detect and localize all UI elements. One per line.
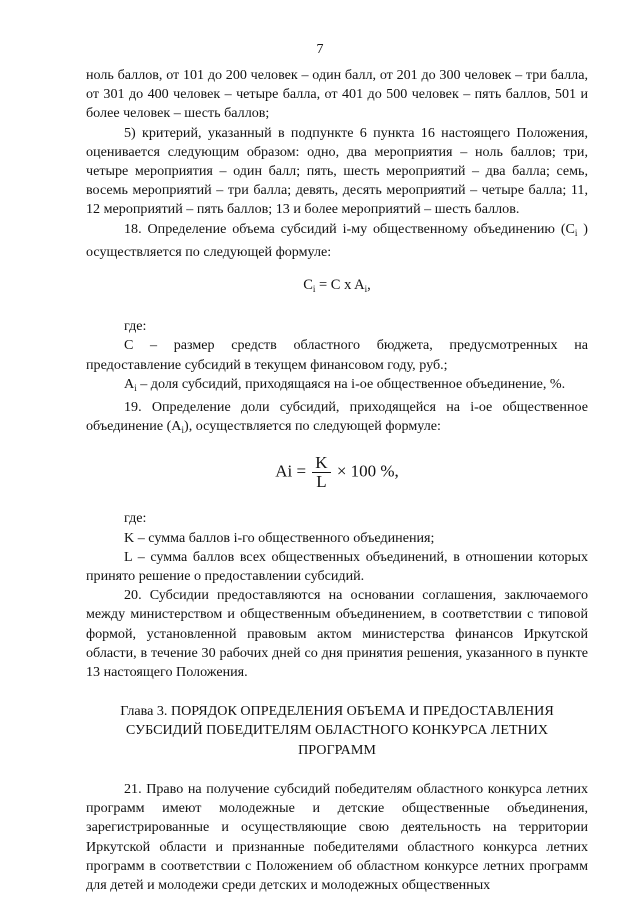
definition-k: K – сумма баллов i-го общественного объединения; <box>124 529 435 546</box>
formula1-lhs-subscript: i <box>312 284 316 295</box>
chapter-3-heading <box>86 702 588 760</box>
chapter-heading-line-2: СУБСИДИЙ ПОБЕДИТЕЛЯМ ОБЛАСТНОГО КОНКУРСА ЛЕТНИХ <box>125 722 549 739</box>
definition-c: C – размер средств областного бюджета, предусмотренных на предоставление субсидий в текущем финансовом году, руб.; <box>86 337 588 373</box>
formula1-lhs: C <box>303 277 313 294</box>
paragraph-19-subscript: i <box>181 425 184 436</box>
formula2-rhs: × 100 %, <box>336 461 399 481</box>
paragraph-19 <box>86 398 588 440</box>
formula2-fraction <box>312 454 330 491</box>
definition-a-subscript: i <box>134 382 137 393</box>
definition-l: L – сумма баллов всех общественных объединений, в отношении которых принято решение о предоставлении субсидий. <box>86 548 588 585</box>
formula1-rhs-end: , <box>367 277 371 294</box>
formula-subsidy-volume <box>86 276 588 299</box>
paragraph-19-end: ), осуществляется по следующей формуле: <box>184 418 441 435</box>
paragraph-19-start: 19. Определение доли субсидий, приходящейся на i-ое общественное объединение (A <box>86 399 588 435</box>
paragraph-18-end: ) осуществляется по следующей формуле: <box>86 220 588 260</box>
formula2-lhs: Ai = <box>275 461 307 481</box>
paragraph-18-subscript: i <box>574 227 578 238</box>
paragraph-20: 20. Субсидии предоставляются на основании соглашения, заключаемого между министерством и общественным объединением, в соответствии с типовой формой, установленной правовым актом министерства финансов Иркутской области, в течение 30 рабочих дней со дня принятия решения, указанного в пункте 13 настоящего Положения. <box>86 587 588 681</box>
where-label-1: где: <box>124 318 147 335</box>
document-body <box>86 66 588 895</box>
formula-subsidy-share <box>86 454 588 491</box>
formula1-rhs-subscript: i <box>364 284 368 295</box>
formula1-rhs: = C x A <box>315 277 365 294</box>
where-label-2: где: <box>124 510 147 527</box>
chapter-heading-line-1: Глава 3. ПОРЯДОК ОПРЕДЕЛЕНИЯ ОБЪЕМА И ПРЕДОСТАВЛЕНИЯ <box>120 703 554 720</box>
paragraph-scores-people: ноль баллов, от 101 до 200 человек – один балл, от 201 до 300 человек – три балла, от 301 до 400 человек – четыре балла, от 401 до 500 человек – пять баллов, 501 и более человек – шесть баллов; <box>86 67 588 122</box>
formula2-numerator: K <box>312 454 330 473</box>
definition-a <box>86 375 588 398</box>
paragraph-21: 21. Право на получение субсидий победителям областного конкурса летних программ имеют молодежные и детские общественные объединения, зарегистрированные и осуществляющие свою деятельность на территории Иркутской области и признанные победителями областного конкурса летних программ в соответствии с Положением об областном конкурсе летних программ для детей и молодежи среди детских и молодежных общественных <box>86 780 588 893</box>
paragraph-18 <box>86 220 588 262</box>
paragraph-18-start: 18. Определение объема субсидий i-му общественному объединению (C <box>124 220 575 237</box>
chapter-heading-line-3: ПРОГРАММ <box>298 741 376 758</box>
formula2-denominator: L <box>316 472 327 492</box>
definition-a-text: – доля субсидий, приходящаяся на i-ое общественное объединение, %. <box>136 375 566 392</box>
page-number: 7 <box>316 42 324 57</box>
paragraph-criterion-5: 5) критерий, указанный в подпункте 6 пункта 16 настоящего Положения, оценивается следующим образом: одно, два мероприятия – ноль баллов; три, четыре мероприятия – один балл; пять, шесть мероприятий – два балла; семь, восемь мероприятий – три балла; девять, десять мероприятий – четыре балла; 11, 12 мероприятий – пять баллов; 13 и более мероприятий – шесть баллов. <box>86 124 588 218</box>
definition-a-letter: A <box>124 375 135 392</box>
